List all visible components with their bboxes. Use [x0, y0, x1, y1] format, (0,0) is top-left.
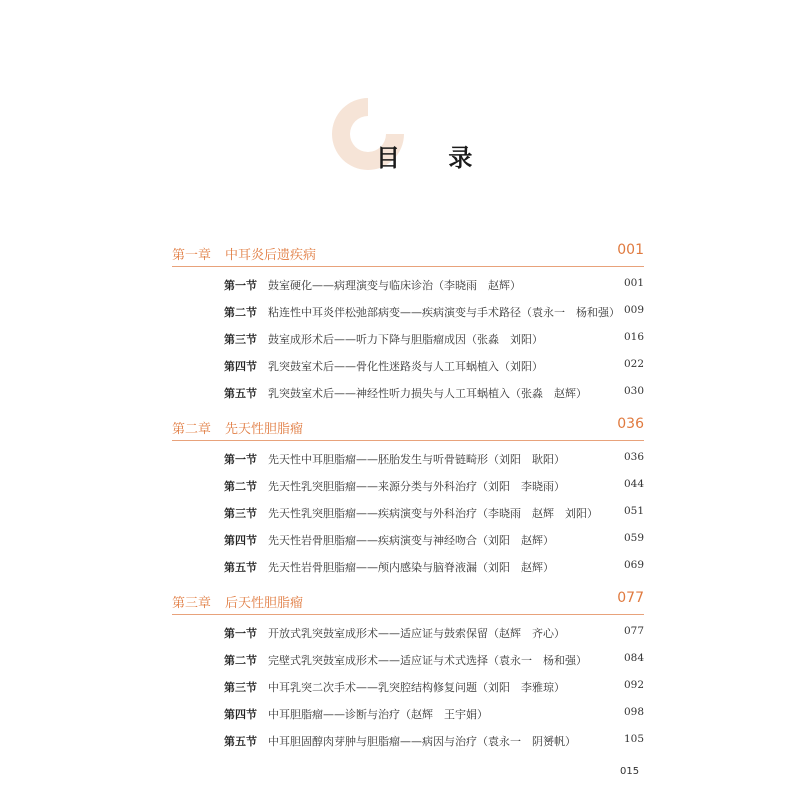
section-number: 第一节	[224, 627, 257, 640]
section-title: 乳突鼓室术后——神经性听力损失与人工耳蜗植入（张淼 赵辉）	[268, 387, 587, 400]
section-page-number: 077	[623, 625, 644, 637]
section-page-number: 030	[623, 385, 644, 397]
section-title: 完壁式乳突鼓室成形术——适应证与术式选择（袁永一 杨和强）	[268, 654, 587, 667]
chapter-number: 第三章	[172, 596, 212, 611]
section-page-number: 084	[623, 652, 644, 664]
page-folio: 015	[620, 766, 640, 777]
chapter-title: 先天性胆脂瘤	[225, 422, 304, 437]
chapter-label-group	[172, 418, 303, 437]
toc-entry[interactable]	[224, 277, 644, 293]
toc-entry[interactable]	[224, 331, 644, 347]
section-page-number: 044	[623, 478, 644, 490]
chapter-page-number: 077	[617, 590, 644, 606]
section-number: 第二节	[224, 480, 257, 493]
section-title: 开放式乳突鼓室成形术——适应证与鼓索保留（赵辉 齐心）	[268, 627, 565, 640]
chapter-label-group	[172, 592, 303, 611]
toc-entry[interactable]	[224, 451, 644, 467]
section-number: 第四节	[224, 708, 257, 721]
section-title: 先天性乳突胆脂瘤——疾病演变与外科治疗（李晓雨 赵辉 刘阳）	[268, 507, 598, 520]
toc-entry[interactable]	[224, 625, 644, 641]
section-page-number: 016	[623, 331, 644, 343]
section-number: 第二节	[224, 306, 257, 319]
section-number: 第一节	[224, 453, 257, 466]
section-page-number: 069	[623, 559, 644, 571]
section-page-number: 051	[623, 505, 644, 517]
section-page-number: 001	[623, 277, 644, 289]
chapter-page-number: 001	[617, 242, 644, 258]
section-title: 鼓室成形术后——听力下降与胆脂瘤成因（张淼 刘阳）	[268, 333, 543, 346]
section-number: 第三节	[224, 681, 257, 694]
toc-entry[interactable]	[224, 304, 644, 320]
chapter-label-group	[172, 244, 316, 263]
section-title: 乳突鼓室术后——骨化性迷路炎与人工耳蜗植入（刘阳）	[268, 360, 543, 373]
toc-entry[interactable]	[224, 478, 644, 494]
toc-entry[interactable]	[224, 559, 644, 575]
toc-entry[interactable]	[224, 706, 644, 722]
section-title: 中耳胆脂瘤——诊断与治疗（赵辉 王宇娟）	[268, 708, 488, 721]
section-title: 鼓室硬化——病理演变与临床诊治（李晓雨 赵辉）	[268, 279, 521, 292]
chapter-title: 中耳炎后遗疾病	[225, 248, 317, 263]
toc-entry[interactable]	[224, 679, 644, 695]
chapter-heading[interactable]	[172, 244, 644, 267]
section-number: 第一节	[224, 279, 257, 292]
section-page-number: 009	[623, 304, 644, 316]
page-title: 目 录	[376, 144, 493, 172]
section-title: 粘连性中耳炎伴松弛部病变——疾病演变与手术路径（袁永一 杨和强）	[268, 306, 620, 319]
section-title: 先天性岩骨胆脂瘤——疾病演变与神经吻合（刘阳 赵辉）	[268, 534, 554, 547]
toc-title-block	[328, 94, 528, 194]
toc-entry[interactable]	[224, 505, 644, 521]
toc-entry[interactable]	[224, 532, 644, 548]
section-title: 先天性中耳胆脂瘤——胚胎发生与听骨链畸形（刘阳 耿阳）	[268, 453, 565, 466]
section-page-number: 059	[623, 532, 644, 544]
section-number: 第五节	[224, 387, 257, 400]
section-number: 第二节	[224, 654, 257, 667]
chapter-number: 第二章	[172, 422, 212, 437]
section-page-number: 022	[623, 358, 644, 370]
section-number: 第三节	[224, 507, 257, 520]
section-page-number: 098	[623, 706, 644, 718]
toc-entry[interactable]	[224, 385, 644, 401]
section-page-number: 092	[623, 679, 644, 691]
chapter-heading[interactable]	[172, 418, 644, 441]
section-page-number: 105	[623, 733, 644, 745]
toc-entry[interactable]	[224, 733, 644, 749]
section-title: 先天性乳突胆脂瘤——来源分类与外科治疗（刘阳 李晓雨）	[268, 480, 565, 493]
toc-entry[interactable]	[224, 652, 644, 668]
chapter-page-number: 036	[617, 416, 644, 432]
section-page-number: 036	[623, 451, 644, 463]
section-title: 中耳乳突二次手术——乳突腔结构修复问题（刘阳 李雅琼）	[268, 681, 565, 694]
section-title: 中耳胆固醇肉芽肿与胆脂瘤——病因与治疗（袁永一 阴赟帆）	[268, 735, 576, 748]
toc-entry[interactable]	[224, 358, 644, 374]
section-number: 第四节	[224, 360, 257, 373]
section-number: 第五节	[224, 735, 257, 748]
section-title: 先天性岩骨胆脂瘤——颅内感染与脑脊液漏（刘阳 赵辉）	[268, 561, 554, 574]
section-number: 第三节	[224, 333, 257, 346]
section-number: 第五节	[224, 561, 257, 574]
chapter-number: 第一章	[172, 248, 212, 263]
section-number: 第四节	[224, 534, 257, 547]
chapter-title: 后天性胆脂瘤	[225, 596, 304, 611]
chapter-heading[interactable]	[172, 592, 644, 615]
